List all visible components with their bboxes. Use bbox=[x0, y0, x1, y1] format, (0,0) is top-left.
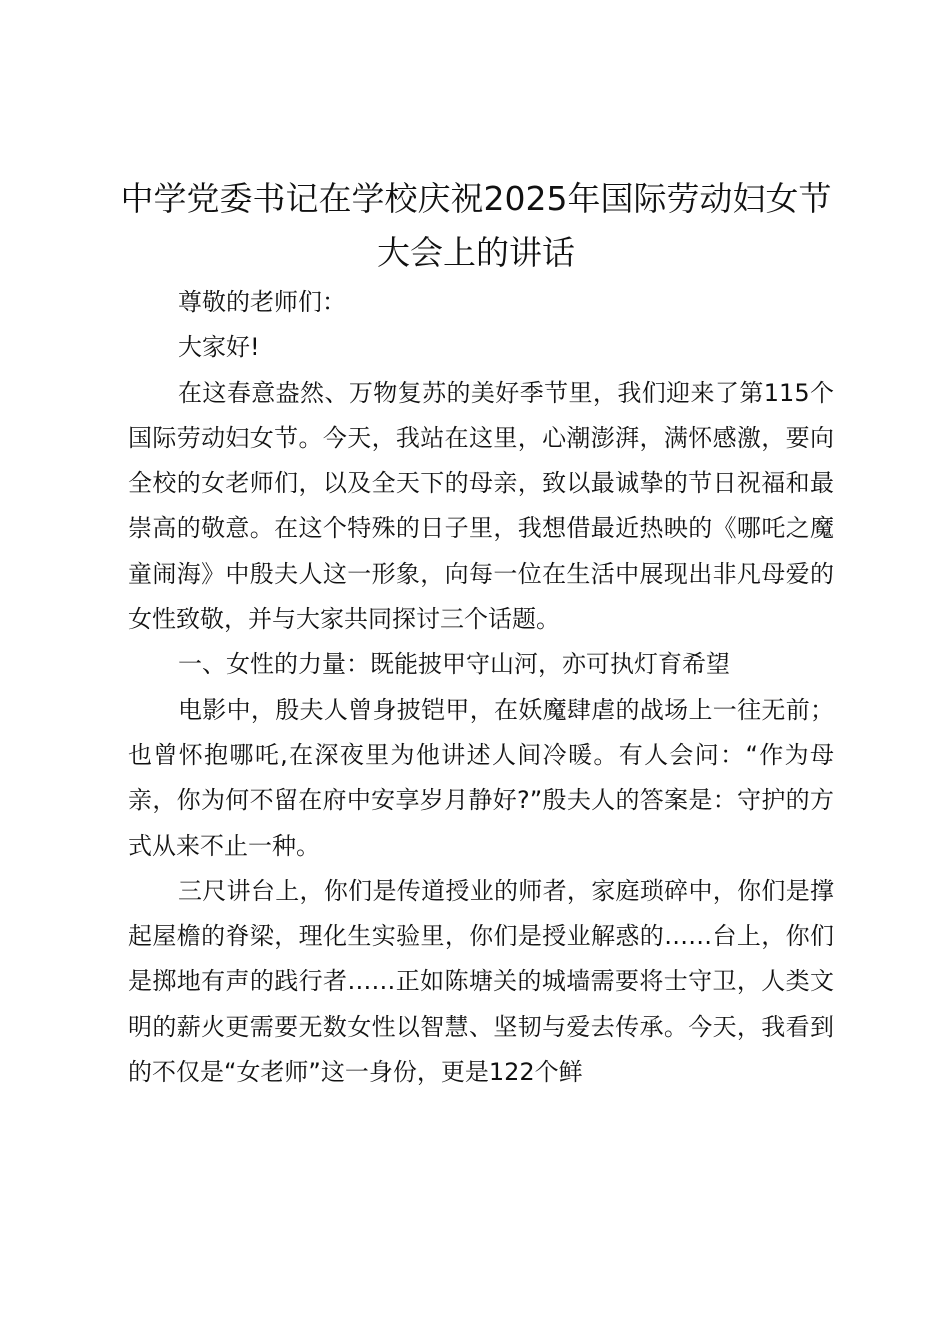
section-heading-1: 一、女性的力量：既能披甲守山河，亦可执灯育希望 bbox=[178, 650, 730, 679]
salutation: 尊敬的老师们： bbox=[178, 288, 346, 316]
paragraph-intro: 在这春意盎然、万物复苏的美好季节里，我们迎来了第115个国际劳动妇女节。今天，我站在这里，心潮澎湃，满怀感激，要向全校的女老师们，以及全天下的母亲，致以最诚挚的节日祝福和最崇高的敬意。在这个特殊的日子里，我想借最近热映的《哪吒之魔童闹海》中殷夫人这一形象，向每一位在生活中展现出非凡母爱的女性致敬，并与大家共同探讨三个话题。 bbox=[128, 378, 834, 634]
document-body bbox=[128, 280, 834, 1095]
document-title: 中学党委书记在学校庆祝2025年国际劳动妇女节大会上的讲话 bbox=[120, 179, 832, 272]
greeting: 大家好! bbox=[178, 333, 260, 362]
paragraph-movie: 电影中，殷夫人曾身披铠甲，在妖魔肆虐的战场上一往无前；也曾怀抱哪吒,在深夜里为他讲述人间冷暖。有人会问：“作为母亲，你为何不留在府中安享岁月静好?”殷夫人的答案是：守护的方式从来不止一种。 bbox=[128, 695, 834, 860]
paragraph-teachers: 三尺讲台上，你们是传道授业的师者，家庭琐碎中，你们是撑起屋檐的脊梁，理化生实验里，你们是授业解惑的……台上，你们是掷地有声的践行者……正如陈塘关的城墙需要将士守卫，人类文明的薪火更需要无数女性以智慧、坚韧与爱去传承。今天，我看到的不仅是“女老师”这一身份，更是122个鲜 bbox=[128, 876, 834, 1087]
